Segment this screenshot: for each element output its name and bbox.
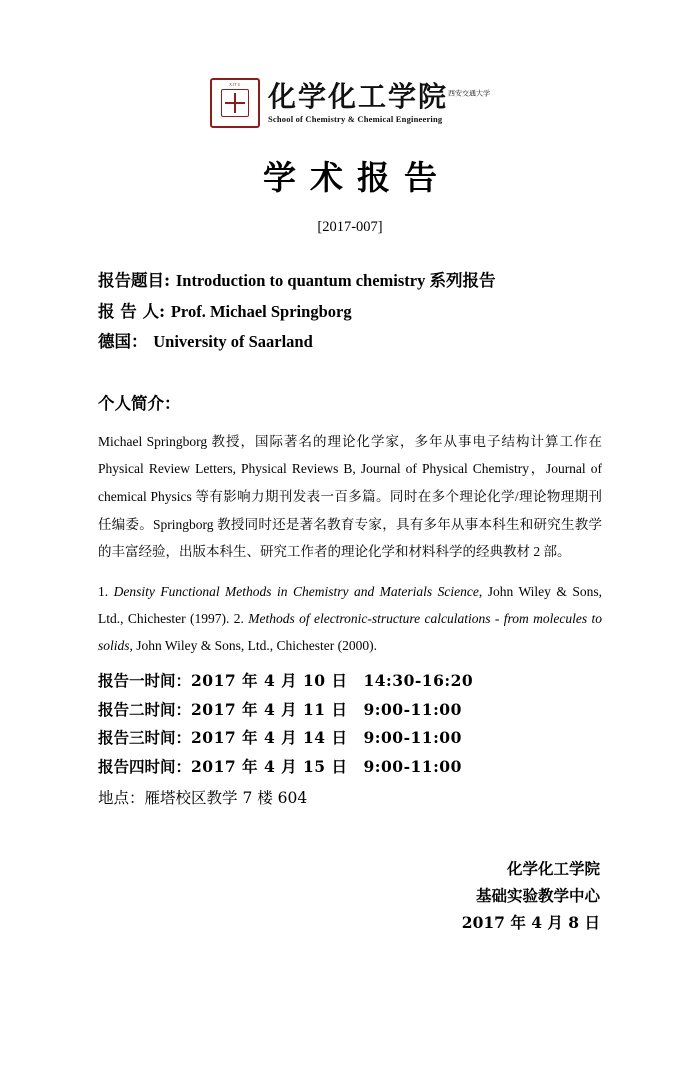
page-title: 学术报告 <box>263 158 451 197</box>
schedule-item-3-value: 2017 年 4 月 14 日 9:00-11:00 <box>191 728 462 748</box>
reference-2-prefix: 2. <box>233 610 249 626</box>
seal-inner-shape <box>221 89 249 117</box>
seal-top-text: XJTU <box>229 82 241 87</box>
talk-affiliation-label: 德国： <box>98 332 148 352</box>
schedule-item-4-label: 报告四时间： <box>98 756 192 776</box>
schedule-item-1-value: 2017 年 4 月 10 日 14:30-16:20 <box>191 670 474 690</box>
bio-paragraph: Michael Springborg 教授，国际著名的理论化学家，多年从事电子结构计算工作在 Physical Review Letters, Physical Reviews B, Journal of Physical Chemistry，Journal of chemical Physics 等有影响力期刊发表一百多篇。同时在多个理论化学/理论物理期刊任编委。Springborg 教授同时还是著名教育专家，具有多年从事本科生和研究生教学的丰富经验，出版本科生、研究工作者的理论化学和材料科学的经典教材 2 部。 <box>98 433 602 560</box>
logo-chinese-text: 化学化工学院 <box>267 80 448 114</box>
talk-speaker-value: Prof. Michael Springborg <box>170 301 352 321</box>
reference-1-prefix: 1. <box>98 583 114 599</box>
talk-speaker-label: 报 告 人: <box>98 301 166 321</box>
logo-text-block <box>268 82 490 123</box>
schedule-item-4 <box>98 753 602 782</box>
university-seal-icon <box>210 78 260 128</box>
talk-topic-value: Introduction to quantum chemistry 系列报告 <box>175 271 496 290</box>
talk-meta-block <box>98 266 602 358</box>
venue-line <box>98 784 602 813</box>
reference-1-suffix: , John Wiley & Sons, Ltd., Chichester (1997). <box>98 583 603 626</box>
schedule-item-2-label: 报告二时间： <box>98 699 192 719</box>
talk-affiliation-line <box>98 327 602 358</box>
document-number: [2017-007] <box>317 219 383 235</box>
logo-english-name: School of Chemistry & Chemical Engineering <box>267 113 443 124</box>
logo-chinese-superscript: 西安交通大学 <box>448 89 490 98</box>
bio-references <box>98 578 602 659</box>
institution-logo <box>0 78 700 128</box>
schedule-item-1 <box>98 667 602 696</box>
venue-label: 地点： <box>98 788 145 807</box>
schedule-item-1-label: 报告一时间： <box>98 670 192 690</box>
bio-section-heading: 个人简介： <box>98 393 181 413</box>
logo-chinese-name <box>267 80 490 114</box>
signature-department: 基础实验教学中心 <box>475 886 600 906</box>
schedule-item-3-label: 报告三时间： <box>98 728 192 748</box>
talk-affiliation-value: University of Saarland <box>153 332 313 352</box>
reference-2-title: Methods of electronic-structure calculations - from molecules to solids <box>98 610 602 653</box>
schedule-item-3 <box>98 724 602 753</box>
signature-organization: 化学化工学院 <box>506 859 600 879</box>
talk-speaker-line <box>98 297 602 328</box>
bio-section <box>98 428 602 659</box>
signature-date: 2017 年 4 月 8 日 <box>461 913 600 933</box>
schedule-item-4-value: 2017 年 4 月 15 日 9:00-11:00 <box>191 756 462 776</box>
document-body <box>0 266 700 813</box>
reference-1-title: Density Functional Methods in Chemistry and Materials Science <box>113 583 479 599</box>
signature-block <box>0 855 700 936</box>
schedule-item-2-value: 2017 年 4 月 11 日 9:00-11:00 <box>191 699 462 719</box>
venue-value: 雁塔校区教学 7 楼 604 <box>144 788 308 807</box>
reference-2-suffix: , John Wiley & Sons, Ltd., Chichester (2000). <box>129 637 377 653</box>
talk-topic-label: 报告题目: <box>98 271 171 290</box>
talk-topic-line <box>98 266 602 297</box>
schedule-item-2 <box>98 696 602 725</box>
schedule-list <box>98 667 602 813</box>
document-page <box>0 78 700 1067</box>
